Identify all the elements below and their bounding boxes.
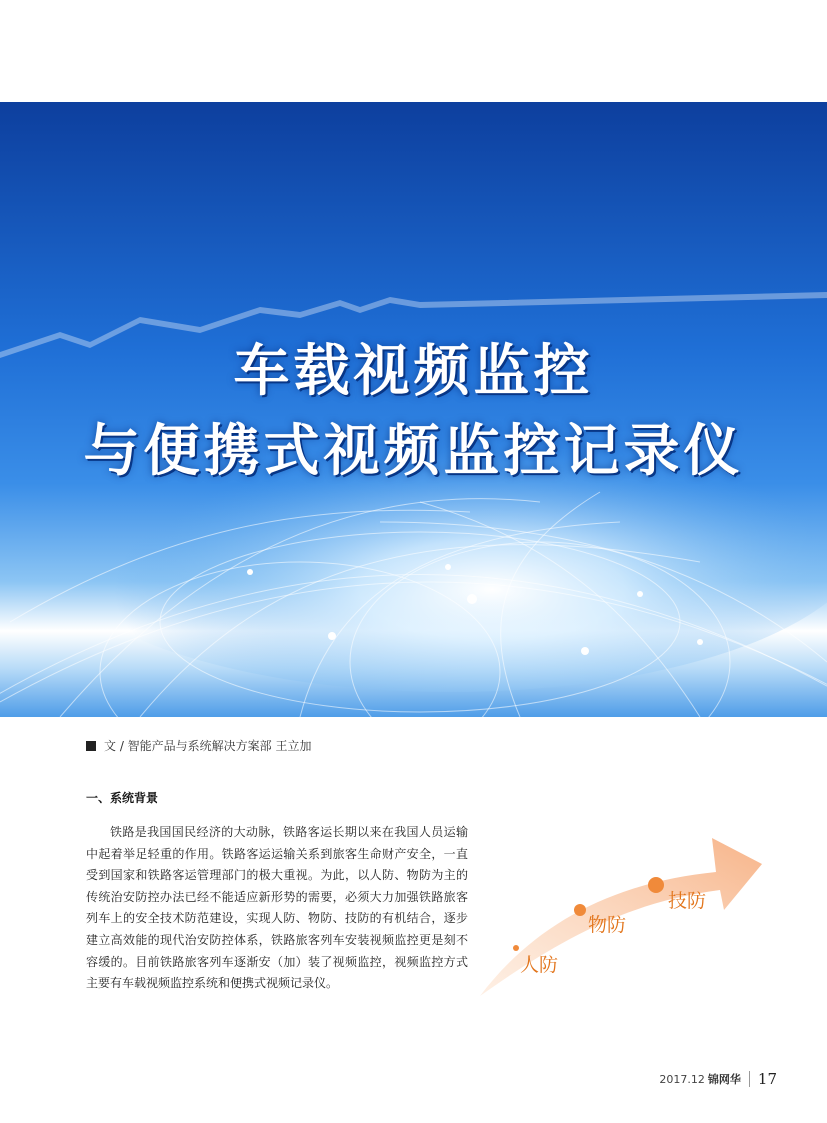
issue-date: 2017.12 <box>659 1072 705 1086</box>
figure-label-renfang: 人防 <box>520 954 559 976</box>
byline <box>86 737 312 754</box>
page-footer <box>659 1070 777 1088</box>
footer-divider <box>749 1071 750 1087</box>
page-number: 17 <box>757 1070 777 1088</box>
dot-marker-2 <box>574 904 586 916</box>
security-levels-figure <box>476 832 762 1002</box>
dot-marker-1 <box>513 945 519 951</box>
header-banner <box>0 102 827 717</box>
byline-text: 文 / 智能产品与系统解决方案部 王立加 <box>104 739 312 753</box>
figure-label-jifang: 技防 <box>668 890 707 912</box>
banner-title-line1: 车载视频监控 <box>233 339 594 404</box>
dot-marker-3 <box>648 877 664 893</box>
banner-title-line2: 与便携式视频监控记录仪 <box>83 419 744 484</box>
section-heading: 一、系统背景 <box>86 791 159 805</box>
magazine-name: 锦网华 <box>707 1073 741 1086</box>
square-bullet-icon <box>86 741 96 751</box>
figure-label-wufang: 物防 <box>588 914 627 936</box>
body-paragraph: 铁路是我国国民经济的大动脉，铁路客运长期以来在我国人员运输中起着举足轻重的作用。铁路客运运输关系到旅客生命财产安全，一直受到国家和铁路客运管理部门的极大重视。为此，以人防、物防为主的传统治安防控办法已经不能适应新形势的需要，必须大力加强铁路旅客列车上的安全技术防范建设，实现人防、物防、技防的有机结合，逐步建立高效能的现代治安防控体系，铁路旅客列车安装视频监控更是刻不容缓的。目前铁路旅客列车逐渐安（加）装了视频监控，视频监控方式主要有车载视频监控系统和便携式视频记录仪。 <box>86 825 468 991</box>
